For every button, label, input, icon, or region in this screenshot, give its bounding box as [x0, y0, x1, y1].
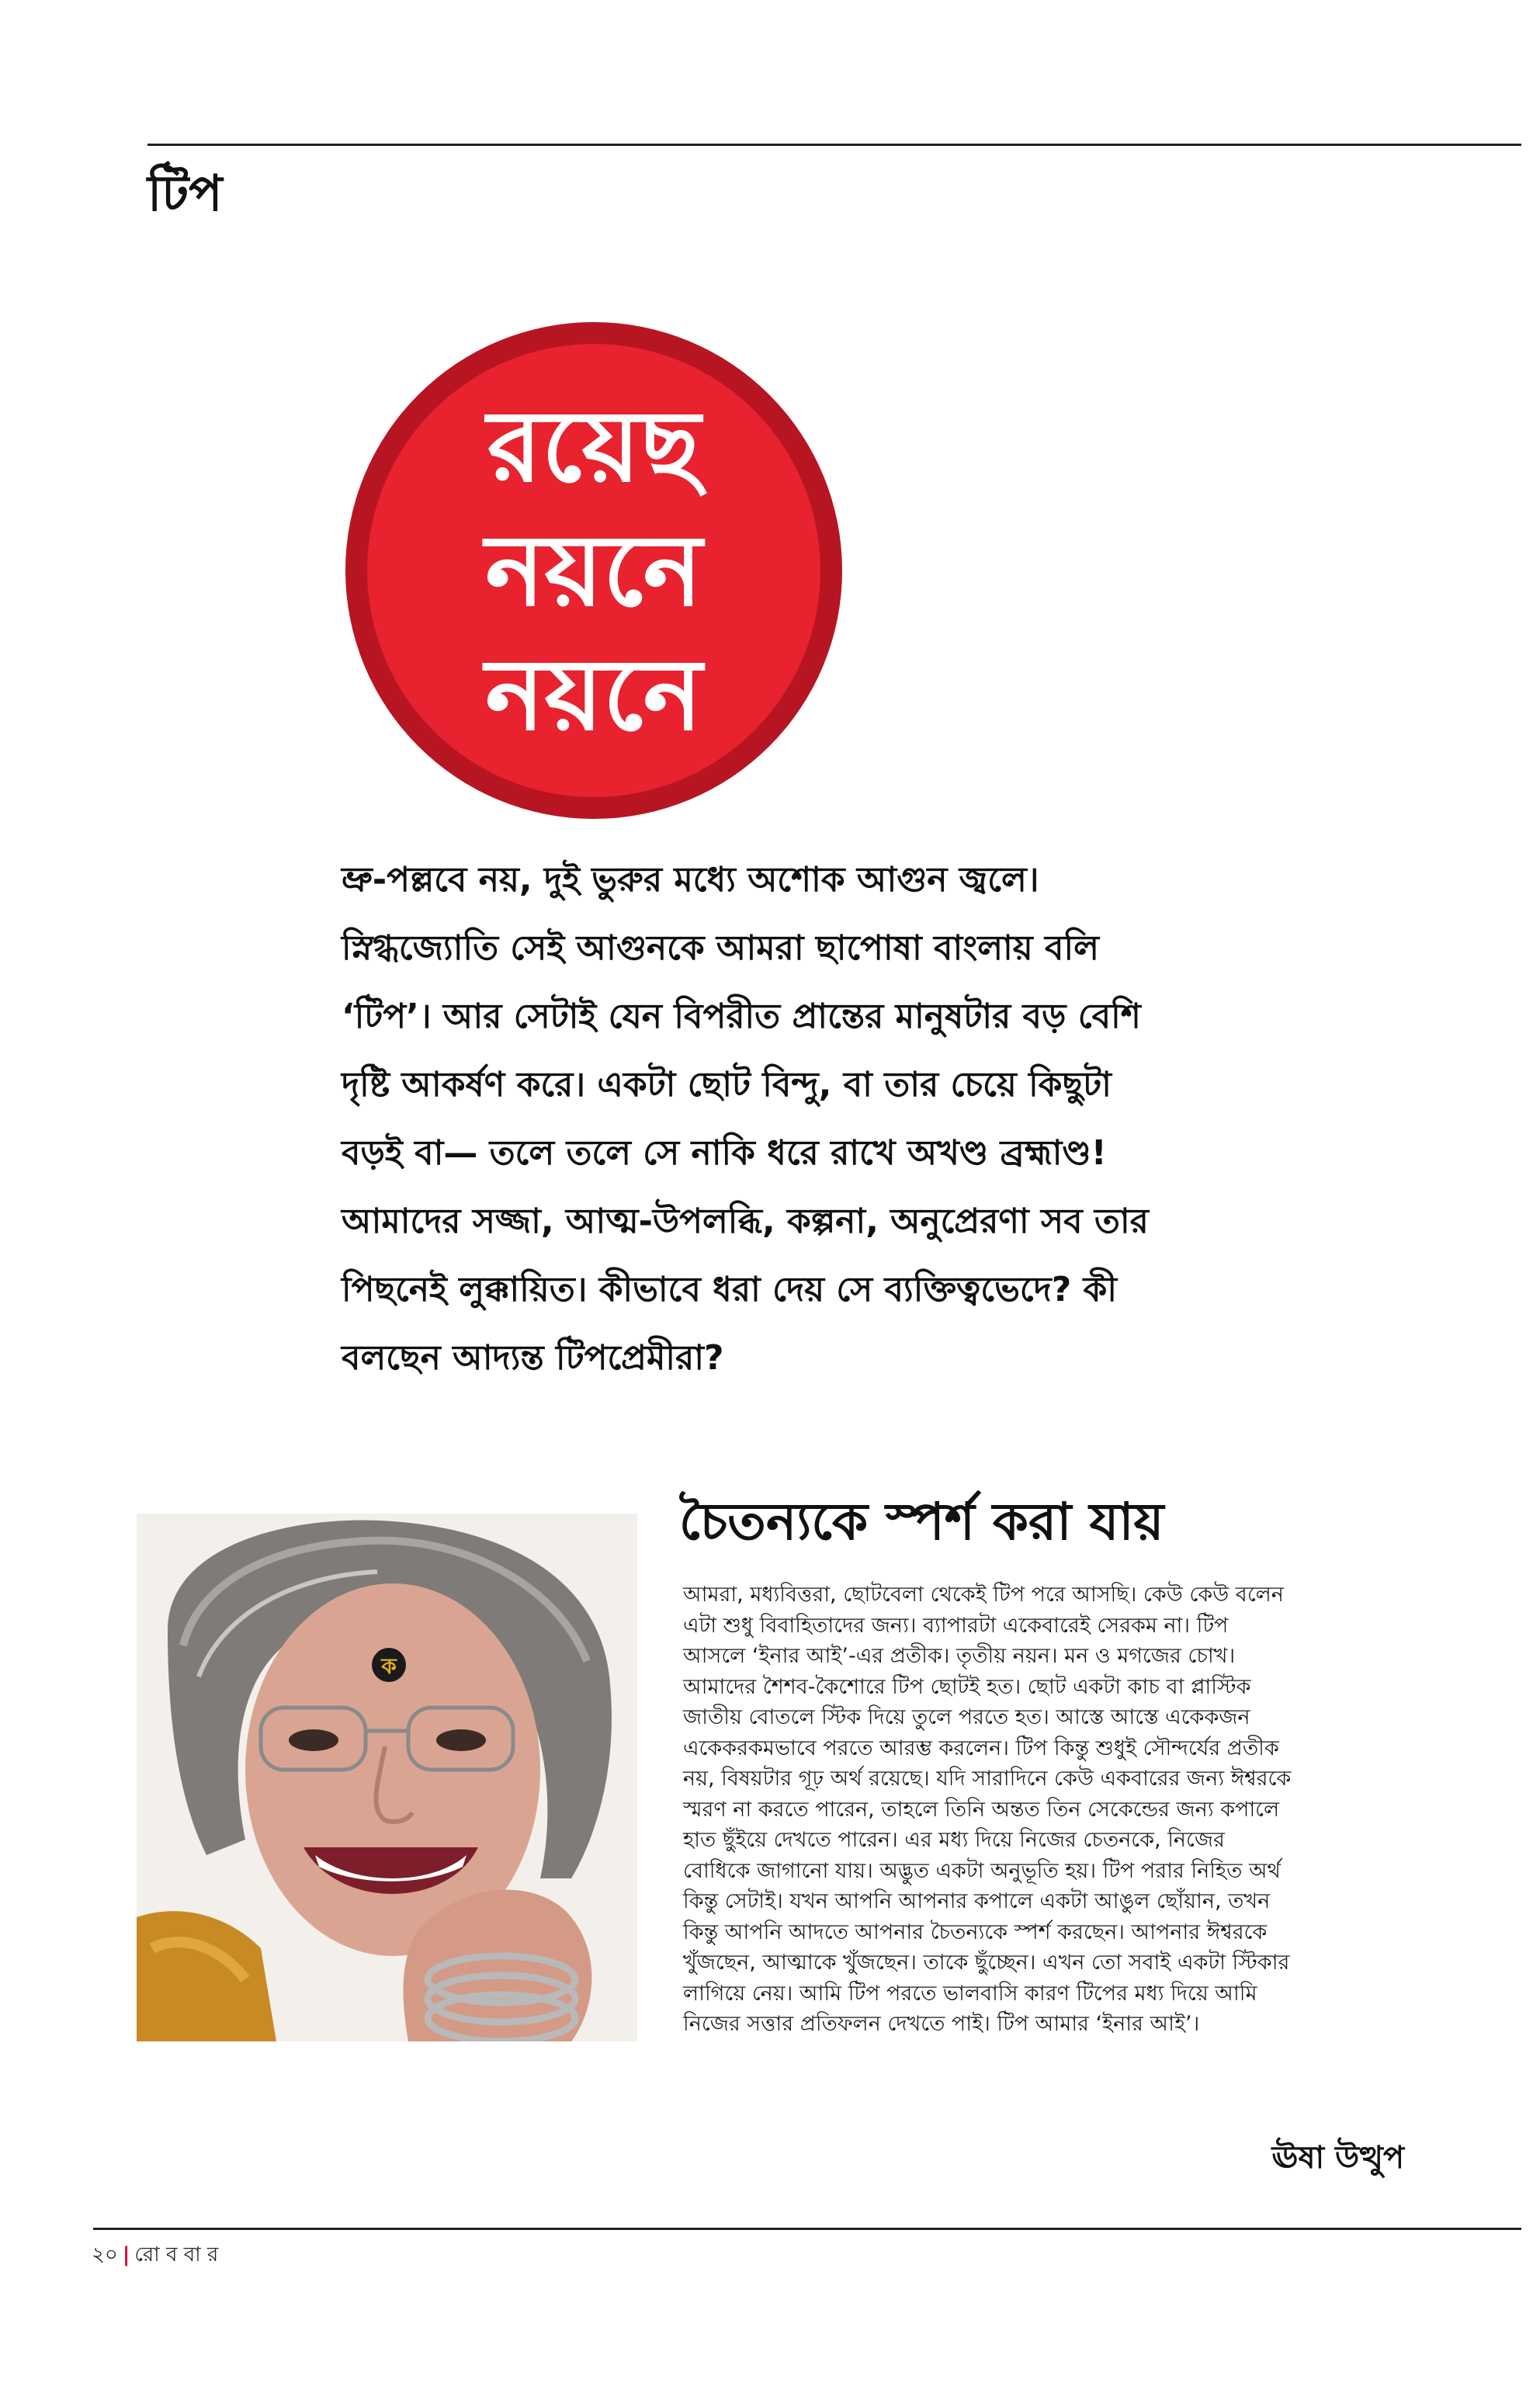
top-rule: [147, 144, 1521, 146]
article-line: একেকরকমভাবে পরতে আরম্ভ করলেন। টিপ কিন্তু শুধুই সৌন্দর্যের প্রতীক: [683, 1736, 1279, 1760]
title-line-1: রয়েছ: [487, 388, 701, 505]
article-line: এটা শুধু বিবাহিতাদের জন্য। ব্যাপারটা একেবারেই সেরকম না। টিপ: [683, 1613, 1229, 1638]
intro-line: বলছেন আদ্যন্ত টিপপ্রেমীরা?: [342, 1338, 724, 1378]
section-label: টিপ: [147, 165, 223, 223]
intro-line: দৃষ্টি আকর্ষণ করে। একটা ছোট বিন্দু, বা তার চেয়ে কিছুটা: [342, 1065, 1112, 1105]
intro-line: স্নিগ্ধজ্যোতি সেই আগুনকে আমরা ছাপোষা বাংলায় বলি: [342, 928, 1099, 968]
bindi-letter: ক: [381, 1653, 397, 1679]
title-badge-inner: [367, 344, 820, 797]
intro-line: বড়ই বা— তলে তলে সে নাকি ধরে রাখে অখণ্ড ব্রহ্মাণ্ড!: [342, 1133, 1107, 1173]
intro-line: পিছনেই লুক্কায়িত। কীভাবে ধরা দেয় সে ব্যক্তিত্বভেদে? কী: [342, 1270, 1117, 1309]
footer-separator: |: [122, 2243, 130, 2266]
portrait-photo: [137, 1514, 637, 2041]
title-badge: [345, 322, 842, 819]
article-line: আসলে ‘ইনার আই’-এর প্রতীক। তৃতীয় নয়ন। মন ও মগজের চোখ।: [683, 1644, 1236, 1668]
article-line: কিন্তু আপনি আদতে আপনার চৈতন্যকে স্পর্শ করছেন। আপনার ঈশ্বরকে: [683, 1920, 1268, 1944]
article-line: আমরা, মধ্যবিত্তরা, ছোটবেলা থেকেই টিপ পরে আসছি। কেউ কেউ বলেন: [683, 1583, 1284, 1607]
intro-line: আমাদের সজ্জা, আত্ম-উপলব্ধি, কল্পনা, অনুপ্রেরণা সব তার: [342, 1202, 1149, 1241]
article-body: [683, 1580, 1459, 2040]
article-line: বোধিকে জাগানো যায়। অদ্ভুত একটা অনুভূতি হয়। টিপ পরার নিহিত অর্থ: [683, 1858, 1281, 1883]
article-line: খুঁজছেন, আত্মাকে খুঁজছেন। তাকে ছুঁচ্ছেন। এখন তো সবাই একটা স্টিকার: [683, 1951, 1290, 1975]
page-number: ২০: [92, 2243, 118, 2266]
intro-line: ভ্রু-পল্লবে নয়, দুই ভুরুর মধ্যে অশোক আগুন জ্বলে।: [342, 860, 1039, 900]
bottom-rule: [93, 2228, 1521, 2230]
intro-line: ‘টিপ’। আর সেটাই যেন বিপরীত প্রান্তের মানুষটার বড় বেশি: [342, 997, 1141, 1036]
article-line: আমাদের শৈশব-কৈশোরে টিপ ছোটই হত। ছোট একটা কাচ বা প্লাস্টিক: [683, 1674, 1251, 1699]
title-line-2: নয়নে: [485, 512, 702, 629]
article-line: জাতীয় বোতলে স্টিক দিয়ে তুলে পরতে হত। আস্তে আস্তে একেকজন: [683, 1705, 1250, 1729]
article-line: নয়, বিষয়টার গূঢ় অর্থ রয়েছে। যদি সারাদিনে কেউ একবারের জন্য ঈশ্বরকে: [683, 1767, 1292, 1791]
article-line: স্মরণ না করতে পারেন, তাহলে তিনি অন্তত তিন সেকেন্ডের জন্য কপালে: [683, 1797, 1280, 1822]
page-footer: [92, 2241, 218, 2269]
article-line: নিজের সত্তার প্রতিফলন দেখতে পাই। টিপ আমার ‘ইনার আই’।: [683, 2012, 1200, 2036]
article-heading: চৈতন্যকে স্পর্শ করা যায়: [679, 1491, 1164, 1552]
article-line: হাত ছুঁইয়ে দেখতে পারেন। এর মধ্য দিয়ে নিজের চেতনকে, নিজের: [683, 1828, 1225, 1852]
title-line-3: নয়নে: [485, 636, 702, 753]
article-line: কিন্তু সেটাই। যখন আপনি আপনার কপালে একটা আঙুল ছোঁয়ান, তখন: [683, 1889, 1271, 1913]
intro-paragraph: [342, 846, 1304, 1392]
article-line: লাগিয়ে নেয়। আমি টিপ পরতে ভালবাসি কারণ টিপের মধ্য দিয়ে আমি: [683, 1981, 1257, 2006]
publication-name: রো ব বা র: [134, 2243, 219, 2266]
byline: ঊষা উত্থুপ: [1271, 2140, 1404, 2176]
portrait-illustration: [137, 1514, 637, 2041]
